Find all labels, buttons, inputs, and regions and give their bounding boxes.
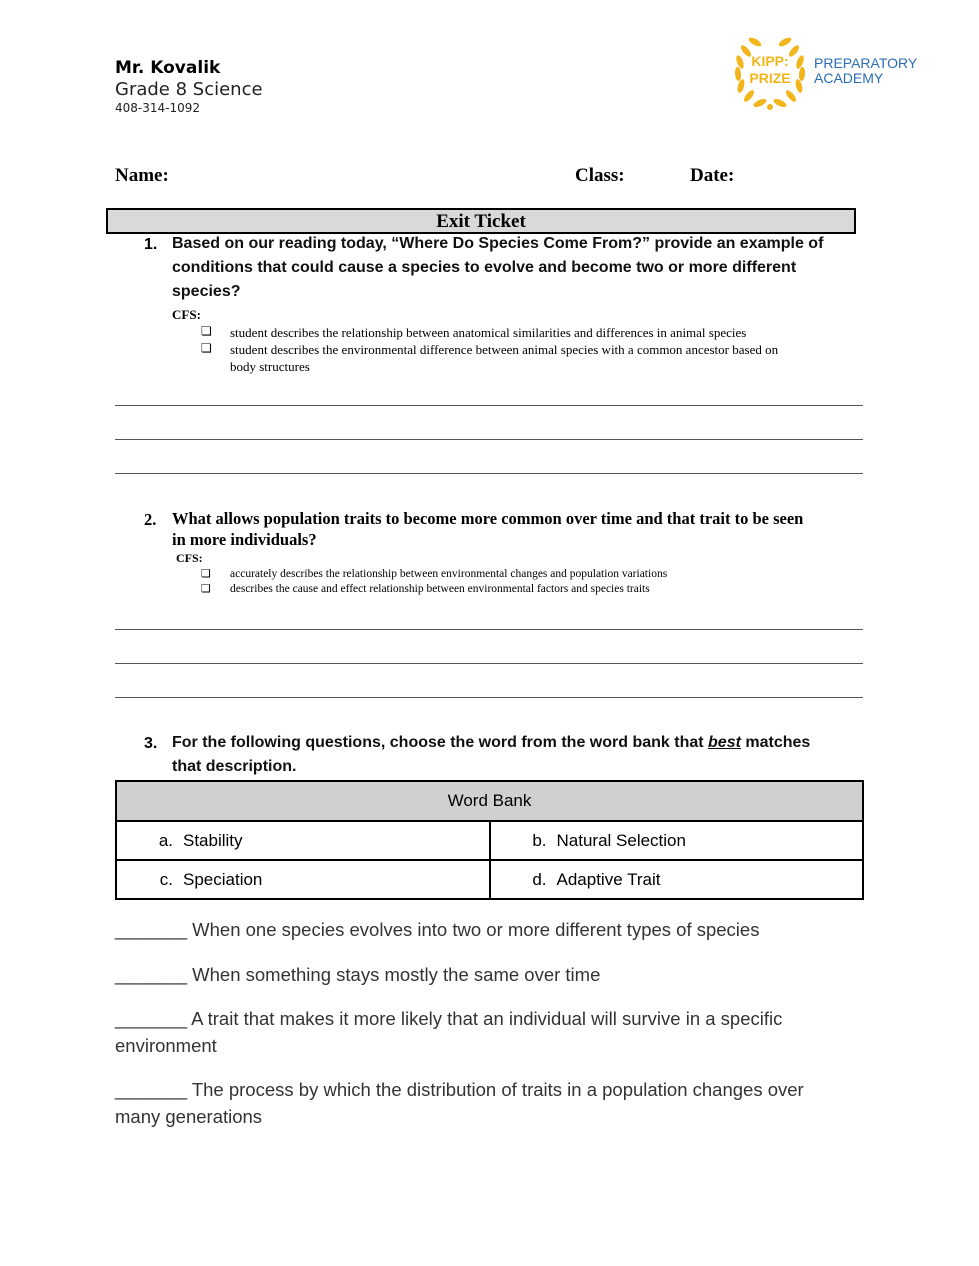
emphasis-best: best	[708, 734, 741, 751]
teacher-name: Mr. Kovalik	[115, 58, 221, 78]
word-bank-header: Word Bank	[116, 781, 863, 821]
matching-item: _______ The process by which the distribution of traits in a population changes over many generations	[115, 1079, 804, 1127]
answer-blank[interactable]: _______	[115, 964, 188, 985]
question-2-criterion-1: accurately describes the relationship between environmental changes and population variations	[230, 568, 668, 580]
question-3-text	[172, 731, 872, 779]
question-3-line: that description.	[172, 758, 297, 775]
question-1-line: Based on our reading today, “Where Do Species Come From?” provide an example of	[172, 235, 824, 252]
class-label: Class:	[575, 165, 625, 186]
matching-item: _______ When one species evolves into two or more different types of species	[115, 919, 760, 940]
logo-school-line1: PREPARATORY	[814, 55, 918, 71]
checkbox-icon[interactable]: ❏	[201, 582, 211, 595]
question-3-line: For the following questions, choose the word from the word bank that best matches	[172, 734, 811, 751]
answer-line[interactable]	[115, 663, 863, 664]
matching-item: _______ When something stays mostly the same over time	[115, 964, 601, 985]
question-2-criterion-2: describes the cause and effect relationship between environmental factors and species traits	[230, 583, 650, 595]
answer-line[interactable]	[115, 439, 863, 440]
phone-number: 408-314-1092	[115, 101, 201, 115]
checkbox-icon[interactable]: ❏	[201, 324, 212, 338]
question-2-text	[172, 508, 872, 550]
name-label: Name:	[115, 165, 169, 186]
laurel-wreath-icon	[730, 32, 920, 112]
checkbox-icon[interactable]: ❏	[201, 341, 212, 355]
question-1-line: species?	[172, 283, 241, 300]
answer-blank[interactable]: _______	[115, 919, 188, 940]
answer-blank[interactable]: _______	[115, 1008, 188, 1029]
checkbox-icon[interactable]: ❏	[201, 567, 211, 580]
question-2-number: 2.	[144, 510, 157, 529]
word-bank-header-row	[116, 781, 863, 821]
answer-blank[interactable]: _______	[115, 1079, 188, 1100]
question-1-text	[172, 232, 872, 304]
answer-line[interactable]	[115, 473, 863, 474]
matching-item: _______ A trait that makes it more likely that an individual will survive in a specific environment	[115, 1008, 783, 1056]
exit-ticket-title: Exit Ticket	[436, 211, 526, 232]
question-2-cfs-label: CFS:	[176, 551, 203, 565]
logo-school-line2: ACADEMY	[814, 70, 884, 86]
question-1-criterion-2-cont: body structures	[230, 359, 310, 374]
word-bank-row	[116, 821, 863, 860]
question-1-number: 1.	[144, 236, 158, 253]
answer-line[interactable]	[115, 629, 863, 630]
question-2-line: in more individuals?	[172, 530, 317, 549]
question-3-number: 3.	[144, 735, 158, 752]
logo-kipp-text: KIPP:	[751, 53, 789, 69]
answer-line[interactable]	[115, 697, 863, 698]
logo-prize-text: PRIZE	[749, 70, 791, 86]
word-bank-cell: d. Adaptive Trait	[490, 860, 864, 899]
question-1-line: conditions that could cause a species to evolve and become two or more different	[172, 259, 797, 276]
question-1-criterion-2: student describes the environmental difference between animal species with a common ancestor based on	[230, 342, 779, 357]
word-bank-cell: c. Speciation	[116, 860, 490, 899]
date-label: Date:	[690, 165, 735, 186]
kipp-prize-logo	[730, 32, 920, 112]
course-name: Grade 8 Science	[115, 79, 263, 100]
answer-line[interactable]	[115, 405, 863, 406]
question-2-line: What allows population traits to become more common over time and that trait to be seen	[172, 509, 804, 528]
word-bank-row	[116, 860, 863, 899]
question-1-criterion-1: student describes the relationship between anatomical similarities and differences in animal species	[230, 325, 747, 340]
question-1-cfs-label: CFS:	[172, 307, 201, 322]
word-bank-cell: b. Natural Selection	[490, 821, 864, 860]
word-bank-table	[115, 780, 864, 900]
word-bank-cell: a. Stability	[116, 821, 490, 860]
